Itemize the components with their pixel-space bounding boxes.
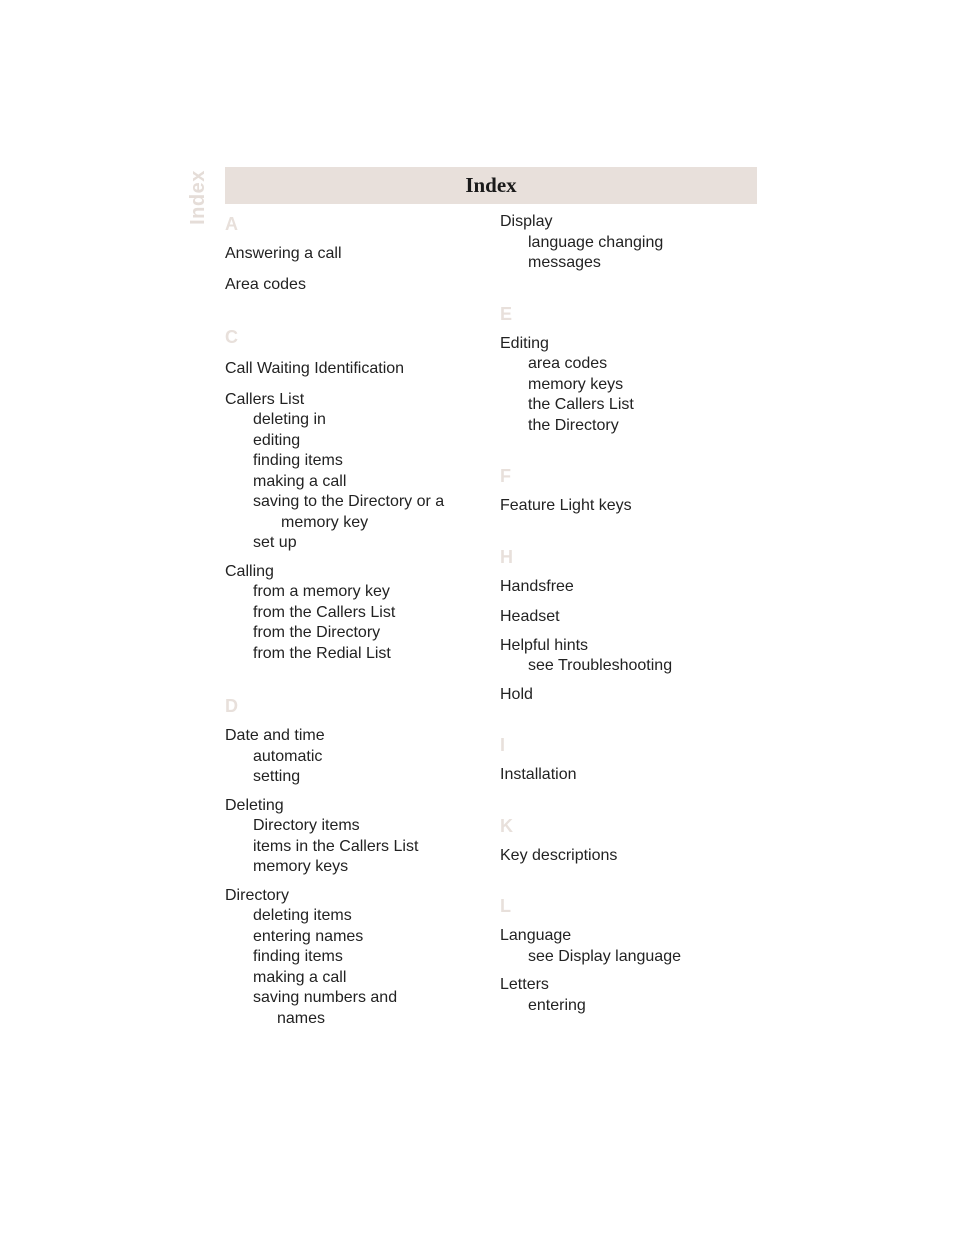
index-subterm: entering names bbox=[253, 927, 364, 945]
index-subterm: the Callers List bbox=[528, 396, 634, 413]
index-subterm: language changing bbox=[528, 233, 664, 251]
index-subterm: entering bbox=[528, 996, 586, 1014]
index-subterm: deleting items bbox=[253, 907, 352, 924]
index-subterm: finding items bbox=[253, 452, 343, 469]
section-letter-f: F bbox=[500, 466, 511, 486]
section-letter-i: I bbox=[500, 735, 506, 755]
index-term: Language bbox=[500, 927, 572, 944]
index-subterm-continued: memory key bbox=[281, 513, 369, 531]
index-term: Answering a call bbox=[225, 245, 342, 262]
index-column-left bbox=[225, 212, 475, 1029]
index-subterm: automatic bbox=[253, 747, 323, 765]
index-header-bar bbox=[225, 167, 757, 204]
index-subterm: messages bbox=[528, 254, 601, 271]
index-subterm: from the Redial List bbox=[253, 644, 391, 662]
index-subterm: making a call bbox=[253, 472, 347, 490]
section-letter-d: D bbox=[225, 696, 238, 716]
index-subterm: memory keys bbox=[253, 858, 349, 875]
section-letter-k: K bbox=[500, 815, 513, 836]
index-term: Headset bbox=[500, 608, 560, 625]
index-subterm: area codes bbox=[528, 355, 608, 372]
page-title: Index bbox=[465, 173, 517, 197]
index-subterm: see Troubleshooting bbox=[528, 657, 673, 674]
index-term: Hold bbox=[500, 685, 533, 703]
index-term: Date and time bbox=[225, 727, 325, 744]
side-tab-label: Index bbox=[186, 169, 209, 225]
section-letter-h: H bbox=[500, 546, 513, 567]
index-term: Directory bbox=[225, 886, 290, 904]
index-subterm: finding items bbox=[253, 948, 343, 965]
index-term: Installation bbox=[500, 766, 577, 783]
index-term: Feature Light keys bbox=[500, 497, 632, 514]
index-column-right bbox=[500, 212, 757, 1016]
index-term: Area codes bbox=[225, 275, 306, 293]
index-subterm: from the Directory bbox=[253, 624, 381, 641]
section-letter-c: C bbox=[225, 327, 238, 347]
section-letter-l: L bbox=[500, 896, 511, 916]
index-subterm: setting bbox=[253, 768, 301, 785]
index-subterm: memory keys bbox=[528, 375, 624, 393]
index-subterm: see Display language bbox=[528, 947, 681, 965]
index-term: Editing bbox=[500, 334, 549, 352]
index-subterm: saving numbers and bbox=[253, 989, 398, 1006]
index-subterm: saving to the Directory or a bbox=[253, 493, 445, 510]
index-subterm: from a memory key bbox=[253, 583, 390, 600]
index-term: Key descriptions bbox=[500, 846, 618, 864]
index-subterm: from the Callers List bbox=[253, 603, 396, 621]
index-subterm: items in the Callers List bbox=[253, 837, 419, 855]
index-subterm: the Directory bbox=[528, 416, 619, 434]
index-term: Letters bbox=[500, 976, 549, 993]
index-subterm-continued: names bbox=[277, 1009, 326, 1027]
index-subterm: editing bbox=[253, 431, 301, 449]
index-term: Callers List bbox=[225, 390, 305, 408]
section-letter-a: A bbox=[225, 214, 238, 234]
section-letter-e: E bbox=[500, 303, 513, 324]
index-term: Deleting bbox=[225, 796, 284, 814]
index-term: Helpful hints bbox=[500, 636, 589, 654]
index-subterm: Directory items bbox=[253, 817, 360, 834]
side-tab-index bbox=[183, 166, 213, 228]
index-term: Handsfree bbox=[500, 577, 574, 595]
index-subterm: deleting in bbox=[253, 411, 326, 428]
index-term: Display bbox=[500, 213, 553, 230]
index-subterm: making a call bbox=[253, 968, 347, 986]
index-term: Call Waiting Identification bbox=[225, 360, 405, 377]
index-subterm: set up bbox=[253, 534, 297, 551]
index-term: Calling bbox=[225, 562, 274, 580]
